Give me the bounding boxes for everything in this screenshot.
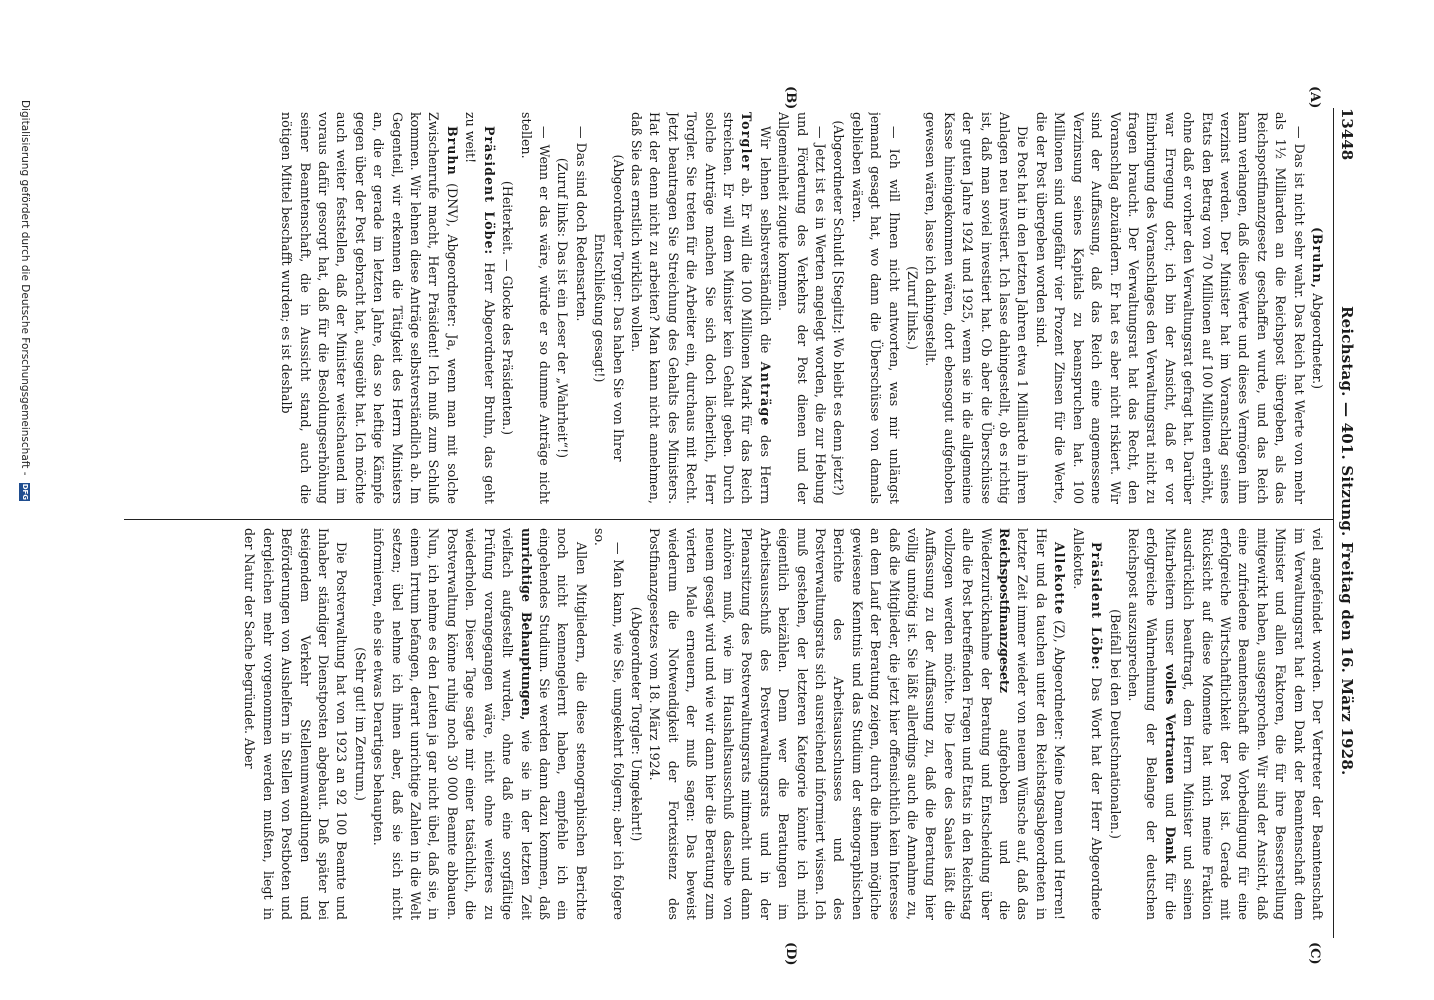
paragraph: Die Postverwaltung hat von 1923 an 92 100 Beamte und Inhaber ständiger Dienstposten abgebaut. Daß später bei steigendem Verkehr Stellenumwandlungen und Beförderungen von Aushelfern in Stellen von Postboten und dergleichen mehr vorgenommen werden mußten, liegt in der Natur der Sache begründet. Aber xyxy=(242,528,350,920)
interjection: (Abgeordneter Torgler: Das haben Sie von Ihrer Entschließung gesagt!) xyxy=(592,154,626,462)
dfg-logo-icon: DFG xyxy=(21,483,30,501)
page-header xyxy=(1332,108,1356,938)
paragraph: — Das sind doch Redensarten. xyxy=(573,126,589,322)
interjection: (Zuruf links: Das ist ein Leser der „Wahrheit“!) xyxy=(555,157,571,459)
right-column xyxy=(126,528,1326,920)
column-divider xyxy=(124,519,1334,520)
interjection: (Abgeordneter Torgler: Umgekehrt!) xyxy=(628,606,644,842)
paragraph: — Ich will Ihnen nicht antworten, was mir unlängst jemand gesagt hat, wo dann die Überschüsse von damals geblieben wären. xyxy=(849,112,902,504)
paragraph: viel angefeindet worden. Der Vertreter der Beamtenschaft im Verwaltungsrat hat dem Dank der Beamtenschaft dem Minister und allen Faktoren, die für ihre Besserstellung mitgewirkt haben, ausgesprochen. Wir sind der Ansicht, daß eine zufriedene Beamtenschaft die Vorbedingung für eine erfolgreiche Wirtschaftlichkeit der Post ist. Gerade mit Rücksicht auf diese Momente hat mich meine Fraktion ausdrücklich beauftragt, dem Herrn Minister und seinen Mitarbeitern unser volles Vertrauen und Dank für die erfolgreiche Wahrnehmung der Belange der deutschen Reichspost auszusprechen. xyxy=(1125,528,1325,920)
paragraph: — Man kann, wie Sie, umgekehrt folgern; aber ich folgere so. xyxy=(592,528,626,920)
header-rule xyxy=(1333,108,1334,938)
stage-direction: (Sehr gut! im Zentrum.) xyxy=(352,647,368,801)
paragraph: — Das ist nicht sehr wahr. Das Reich hat Werte von mehr als 1½ Milliarden an die Reichspost übergeben, als das Reichspostfinanzgesetz geschaffen wurde, und das Reich kann verlangen, daß diese Werte und dieses Vermögen ihm verzinst werden. Der Minister hat im Voranschlag seines Etats den Betrag von 70 Millionen auf 100 Millionen erhöht, ohne daß er vorher den Verwaltungsrat gefragt hat. Darüber war Erregung dort; ich bin der Ansicht, daß er vor Einbringung des Voranschlages den Verwaltungsrat nicht zu fragen braucht. Der Verwaltungsrat hat das Recht, den Voranschlag abzuändern. Er hat es aber nicht riskiert. Wir sind der Auffassung, daß das Reich eine angemessene Verzinsung seines Kapitals zu beanspruchen hat. 100 Millionen sind ungefähr vier Prozent Zinsen für die Werte, die der Post übergeben worden sind. xyxy=(1033,112,1307,504)
credit-text: Digitalisierung gefördert durch die Deutsche Forschungsgemeinschaft - xyxy=(19,100,31,476)
digitization-credit xyxy=(19,100,31,501)
paragraph: — Jetzt ist es in Werten angelegt worden, die zur Hebung und Förderung des Verkehrs der Post dienen und der Allgemeinheit zugute kommen. xyxy=(776,112,829,504)
interjection: (Abgeordneter Schuldt [Steglitz]: Wo bleibt es denn jetzt?) xyxy=(831,120,847,496)
stage-direction: (Beifall bei den Deutschnationalen.) xyxy=(1107,609,1123,839)
paragraph: — Wenn er das wäre, würde er so dumme Anträge nicht stellen. xyxy=(518,112,552,504)
page-number: 13448 xyxy=(1338,108,1356,161)
paragraph: Allekotte (Z), Abgeordneter: Meine Damen und Herren! Hier und da tauchen unter den Reichstagsabgeordneten in letzter Zeit immer wieder von neuem Wünsche auf, daß das Reichspostfinanzgesetz aufgehoben und die Wiederzurücknahme der Beratung und Entscheidung über alle die Post betreffenden Fragen und Etats in den Reichstag vollzogen werden möchte. Die Leere des Saales läßt die Auffassung zu der Auffassung zu, daß die Beratung hier völlig unnötig ist. Sie läßt allerdings auch die Annahme zu, daß die Mitglieder, die jetzt hier offensichtlich kein Interesse an dem Lauf der Beratung zeigen, durch die ihnen mögliche gewiesene Kenntnis und das Studium der stenographischen Berichte des Arbeitsausschusses und des Postverwaltungsrats sich ausreichend informiert wissen. Ich muß gestehen, der letzteren Kategorie könnte ich mich eigentlich beizählen. Denn wer die Beratungen im Arbeitsausschuß des Postverwaltungsrats und in der Plenarsitzung des Postverwaltungsrats mitmacht und dann zuhören muß, wie im Haushaltsausschuß dasselbe von neuem gesagt wird und wie wir dann hier die Beratung zum vierten Male erneuern, der muß sagen: Das beweist wiederum die Notwendigkeit der Fortexistenz des Postfinanzgesetzes vom 18. März 1924. xyxy=(647,528,1068,920)
speaker-continuation: (Bruhn, Abgeordneter.) xyxy=(1310,226,1325,390)
margin-marker-a: (A) xyxy=(1307,86,1322,109)
running-title: Reichstag. — 401. Sitzung. Freitag den 16. März 1928. xyxy=(1338,306,1356,776)
margin-marker-b: (B) xyxy=(783,86,798,110)
paragraph: Bruhn (DNV), Abgeordneter: Ja, wenn man mit solche Zwischenrufe macht, Herr Präsident! Ich muß zum Schluß kommen. Wir lehnen diese Anträge selbstverständlich ab. Im Gegenteil, wir erkennen die Tätigkeit des Herrn Ministers an, die er gerade im letzten Jahre, das so heftige Kämpfe gegen über der Post gebracht hat, ausgeübt hat. Ich möchte auch weiter feststellen, daß der Minister weitschauend im voraus dafür gesorgt hat, daß für die Besoldungserhöhung seiner Beamtenschaft, die in Aussicht stand, auch die nötigen Mittel beschafft wurden; es ist deshalb xyxy=(279,112,460,504)
margin-marker-c: (C) xyxy=(1307,942,1322,965)
paragraph: Die Post hat in den letzten Jahren etwa 1 Milliarde in ihren Anlagen neu investiert. Ich lasse dahingestellt, ob es richtig ist, daß man soviel investiert hat. Ob aber die Überschüsse der guten Jahre 1924 und 1925, wenn sie in die allgemeine Kasse hineingekommen wären, dort ebensogut aufgehoben gewesen wären, lasse ich dahingestellt. xyxy=(923,112,1031,504)
paragraph: Präsident Löbe: Das Wort hat der Herr Abgeordnete Allekotte. xyxy=(1070,528,1105,920)
paragraph: Wir lehnen selbstverständlich die Anträge des Herrn Torgler ab. Er will die 100 Millionen Mark für das Reich streichen. Er will dem Minister kein Gehalt geben. Durch solche Anträge machen Sie sich doch lächerlich, Herr Torgler. Sie treten für die Arbeiter ein, durchaus mit Recht. Jetzt beantragen Sie Streichung des Gehalts des Ministers. Hat der denn nicht zu arbeiten? Man kann nicht annehmen, daß Sie das ernstlich wirklich wollen. xyxy=(628,112,773,504)
paragraph: Präsident Löbe: Herr Abgeordneter Bruhn, das geht zu weit! xyxy=(463,112,497,504)
stage-direction: (Heiterkeit. — Glocke des Präsidenten.) xyxy=(500,180,516,436)
margin-marker-d: (D) xyxy=(783,942,798,966)
stage-direction: (Zuruf links.) xyxy=(905,266,921,350)
paragraph: Allen Mitgliedern, die diese stenographischen Berichte noch nicht kennengelernt haben, empfehle ich ein eingehendes Studium. Sie werden dann dazu kommen, daß unrichtige Behauptungen, wie sie in der letzten Zeit vielfach aufgestellt wurden, ohne daß eine sorgfältige Prüfung vorangegangen wäre, nicht ohne weiteres zu wiederholen. Dieser Tage sagte mir einer tatsächlich, die Postverwaltung könne ruhig noch 30 000 Beamte abbauen. Nun, ich nehme es den Leuten ja gar nicht übel, daß sie, in einem Irrtum befangen, derart unrichtige Zahlen in die Welt setzen; übel nehme ich ihnen aber, daß sie sich nicht informieren, ehe sie etwas Derartiges behaupten. xyxy=(371,528,589,920)
left-column xyxy=(126,112,1326,504)
